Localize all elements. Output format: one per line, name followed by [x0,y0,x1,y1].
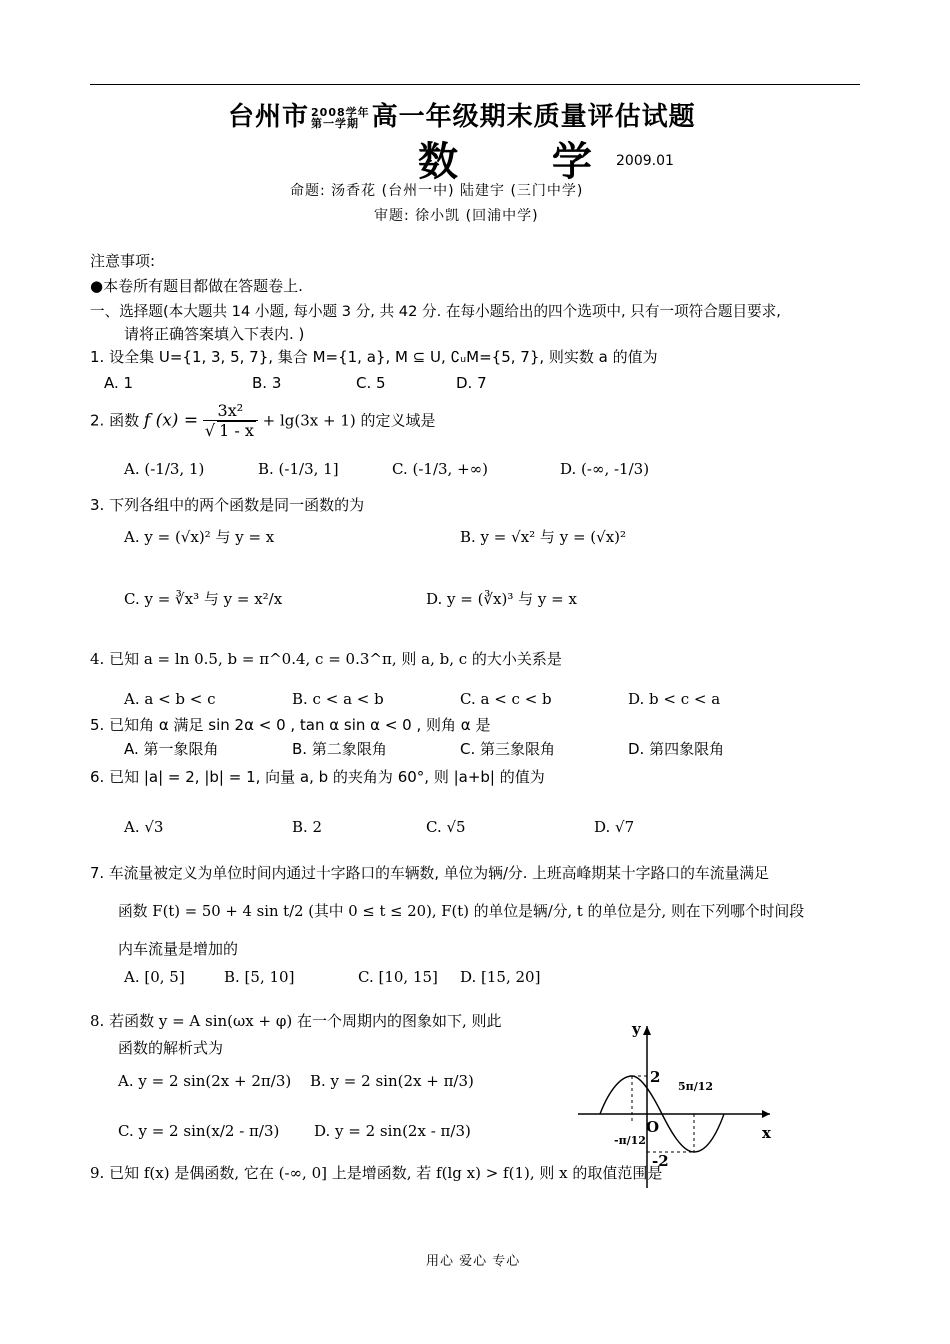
top-rule [90,84,860,85]
left-x-label: -π/12 [614,1134,646,1147]
question-6: 6. 已知 |a| = 2, |b| = 1, 向量 a, b 的夹角为 60°, 则 |a+b| 的值为 [90,768,545,786]
q2-option-a: A. (-1/3, 1) [124,460,205,478]
q6-option-c: C. √5 [426,818,466,836]
q2-denominator: √ 1 - x [204,421,254,440]
q1-option-d: D. 7 [456,374,487,392]
q7-option-b: B. [5, 10] [224,968,295,986]
q2-prefix: 2. 函数 [90,411,140,430]
exam-title [228,96,696,133]
reviewer-line: 审题: 徐小凯 (回浦中学) [374,208,539,224]
question-8-line-1: 8. 若函数 y = A sin(ωx + φ) 在一个周期内的图象如下, 则此 [90,1012,502,1030]
q3-option-b: B. y = √x² 与 y = (√x)² [460,528,627,546]
q2-denominator-radicand: 1 - x [219,421,254,440]
q8-option-a: A. y = 2 sin(2x + 2π/3) [118,1072,292,1090]
question-7-line-2: 函数 F(t) = 50 + 4 sin t/2 (其中 0 ≤ t ≤ 20), F(t) 的单位是辆/分, t 的单位是分, 则在下列哪个时间段 [118,903,805,920]
q1-option-b: B. 3 [252,374,282,392]
max-value-label: 2 [650,1068,661,1086]
min-value-label: -2 [652,1152,669,1170]
q5-option-a: A. 第一象限角 [124,740,219,758]
exam-date: 2009.01 [616,153,674,169]
authors-line: 命题: 汤香花 (台州一中) 陆建宇 (三门中学) [290,183,584,199]
q5-option-b: B. 第二象限角 [292,740,387,758]
q2-option-c: C. (-1/3, +∞) [392,460,488,478]
q6-option-b: B. 2 [292,818,323,836]
notes-heading: 注意事项: [90,252,156,270]
title-main: 高一年级期末质量评估试题 [371,102,696,132]
q2-suffix: + lg(3x + 1) 的定义域是 [262,411,436,430]
q1-option-c: C. 5 [356,374,386,392]
q5-option-d: D. 第四象限角 [628,740,725,758]
notes-item: ●本卷所有题目都做在答题卷上. [90,277,303,295]
right-x-label: 5π/12 [678,1080,714,1093]
question-9: 9. 已知 f(x) 是偶函数, 它在 (-∞, 0] 上是增函数, 若 f(lg x) > f(1), 则 x 的取值范围是 [90,1164,663,1182]
q2-numerator: 3x² [203,402,258,421]
q4-option-d: D. b < c < a [628,690,721,708]
y-axis-label: y [632,1020,641,1038]
x-axis-label: x [762,1124,771,1142]
q3-option-c: C. y = ∛x³ 与 y = x²/x [124,590,283,608]
q8-option-c: C. y = 2 sin(x/2 - π/3) [118,1122,280,1140]
q8-option-b: B. y = 2 sin(2x + π/3) [310,1072,474,1090]
q4-option-c: C. a < c < b [460,690,552,708]
question-4: 4. 已知 a = ln 0.5, b = π^0.4, c = 0.3^π, 则 a, b, c 的大小关系是 [90,650,562,668]
y-axis-arrow [643,1026,651,1035]
question-1: 1. 设全集 U={1, 3, 5, 7}, 集合 M={1, a}, M ⊆ U, ∁ᵤM={5, 7}, 则实数 a 的值为 [90,348,658,366]
q7-option-a: A. [0, 5] [124,968,185,986]
section-subheading: 请将正确答案填入下表内. ) [124,325,305,343]
q2-option-d: D. (-∞, -1/3) [560,460,650,478]
x-axis-arrow [762,1110,770,1118]
q8-option-d: D. y = 2 sin(2x - π/3) [314,1122,471,1140]
title-year: 2008学年 [311,105,370,119]
subject-title: 数 学 [418,139,632,185]
title-city: 台州市 [228,102,310,132]
q2-option-b: B. (-1/3, 1] [258,460,339,478]
section-heading: 一、选择题(本大题共 14 小题, 每小题 3 分, 共 42 分. 在每小题给出的四个选项中, 只有一项符合题目要求, [90,303,781,320]
question-7-line-1: 7. 车流量被定义为单位时间内通过十字路口的车辆数, 单位为辆/分. 上班高峰期某十字路口的车流量满足 [90,865,769,882]
q4-option-b: B. c < a < b [292,690,384,708]
q3-option-d: D. y = (∛x)³ 与 y = x [426,590,577,608]
question-8-line-2: 函数的解析式为 [118,1039,224,1057]
question-5: 5. 已知角 α 满足 sin 2α < 0 , tan α sin α < 0 , 则角 α 是 [90,716,491,734]
page-footer: 用心 爱心 专心 [426,1254,521,1269]
question-3: 3. 下列各组中的两个函数是同一函数的为 [90,496,365,514]
q2-fraction [203,402,258,440]
q6-option-a: A. √3 [124,818,164,836]
q5-option-c: C. 第三象限角 [460,740,556,758]
title-term [311,107,370,129]
q7-option-d: D. [15, 20] [460,968,541,986]
q1-option-a: A. 1 [104,374,134,392]
q2-fx: f (x) = [143,410,199,431]
title-semester: 第一学期 [311,116,360,130]
question-2 [90,402,436,440]
q7-option-c: C. [10, 15] [358,968,438,986]
q3-option-a: A. y = (√x)² 与 y = x [124,528,275,546]
q6-option-d: D. √7 [594,818,635,836]
question-7-line-3: 内车流量是增加的 [118,940,239,958]
origin-label: O [646,1118,660,1136]
q4-option-a: A. a < b < c [124,690,216,708]
